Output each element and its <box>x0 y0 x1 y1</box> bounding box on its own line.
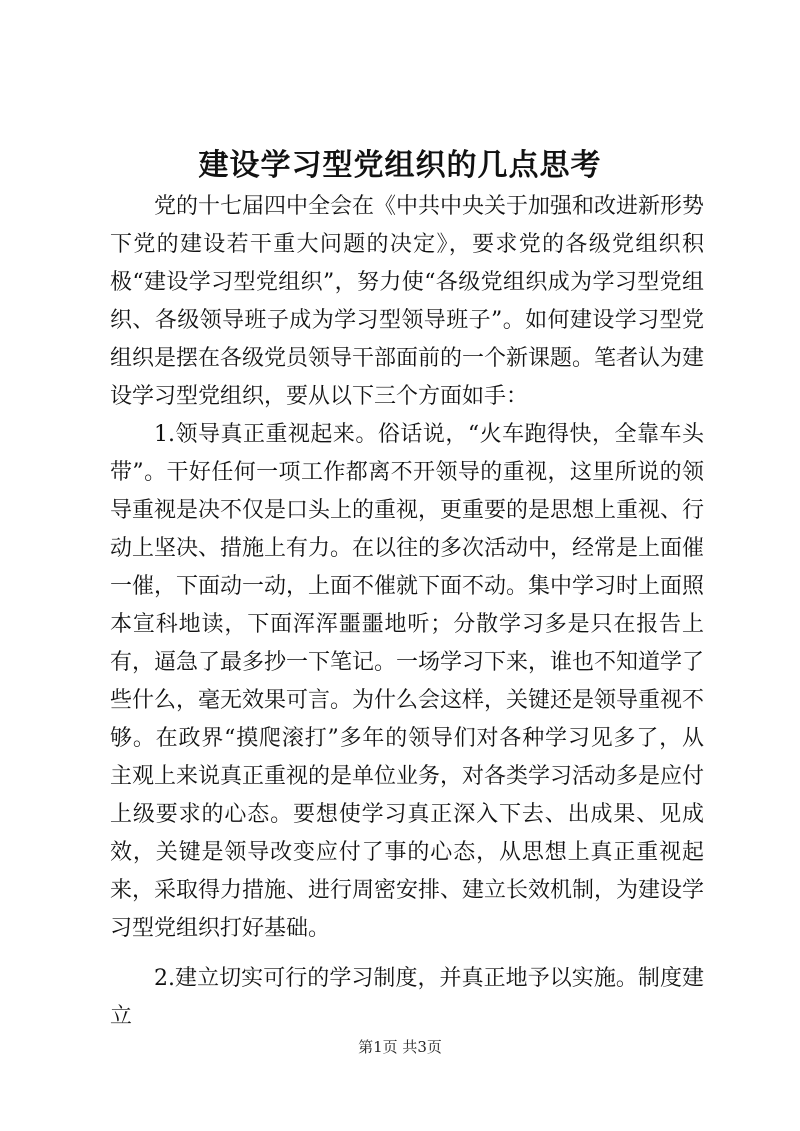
paragraph-point-2: 2.建立切实可行的学习制度，并真正地予以实施。制度建立 <box>110 966 704 1029</box>
document-title: 建设学习型党组织的几点思考 <box>198 148 602 183</box>
document-body <box>110 188 704 1036</box>
paragraph-point-1: 1.领导真正重视起来。俗话说，“火车跑得快，全靠车头带”。干好任何一项工作都离不开领导的重视，这里所说的领导重视是决不仅是口头上的重视，更重要的是思想上重视、行动上坚决、措施上有力。在以往的多次活动中，经常是上面催一催，下面动一动，上面不催就下面不动。集中学习时上面照本宣科地读，下面浑浑噩噩地听；分散学习多是只在报告上有，逼急了最多抄一下笔记。一场学习下来，谁也不知道学了些什么，毫无效果可言。为什么会这样，关键还是领导重视不够。在政界“摸爬滚打”多年的领导们对各种学习见多了，从主观上来说真正重视的是单位业务，对各类学习活动多是应付上级要求的心态。要想使学习真正深入下去、出成果、见成效，关键是领导改变应付了事的心态，从思想上真正重视起来，采取得力措施、进行周密安排、建立长效机制，为建设学习型党组织打好基础。 <box>110 422 705 941</box>
page-footer: 第1页 共3页 <box>358 1038 442 1056</box>
paragraph-intro: 党的十七届四中全会在《中共中央关于加强和改进新形势下党的建设若干重大问题的决定》，要求党的各级党组织积极“建设学习型党组织”，努力使“各级党组织成为学习型党组织、各级领导班子成为学习型领导班子”。如何建设学习型党组织是摆在各级党员领导干部面前的一个新课题。笔者认为建设学习型党组织，要从以下三个方面如手： <box>110 194 705 409</box>
